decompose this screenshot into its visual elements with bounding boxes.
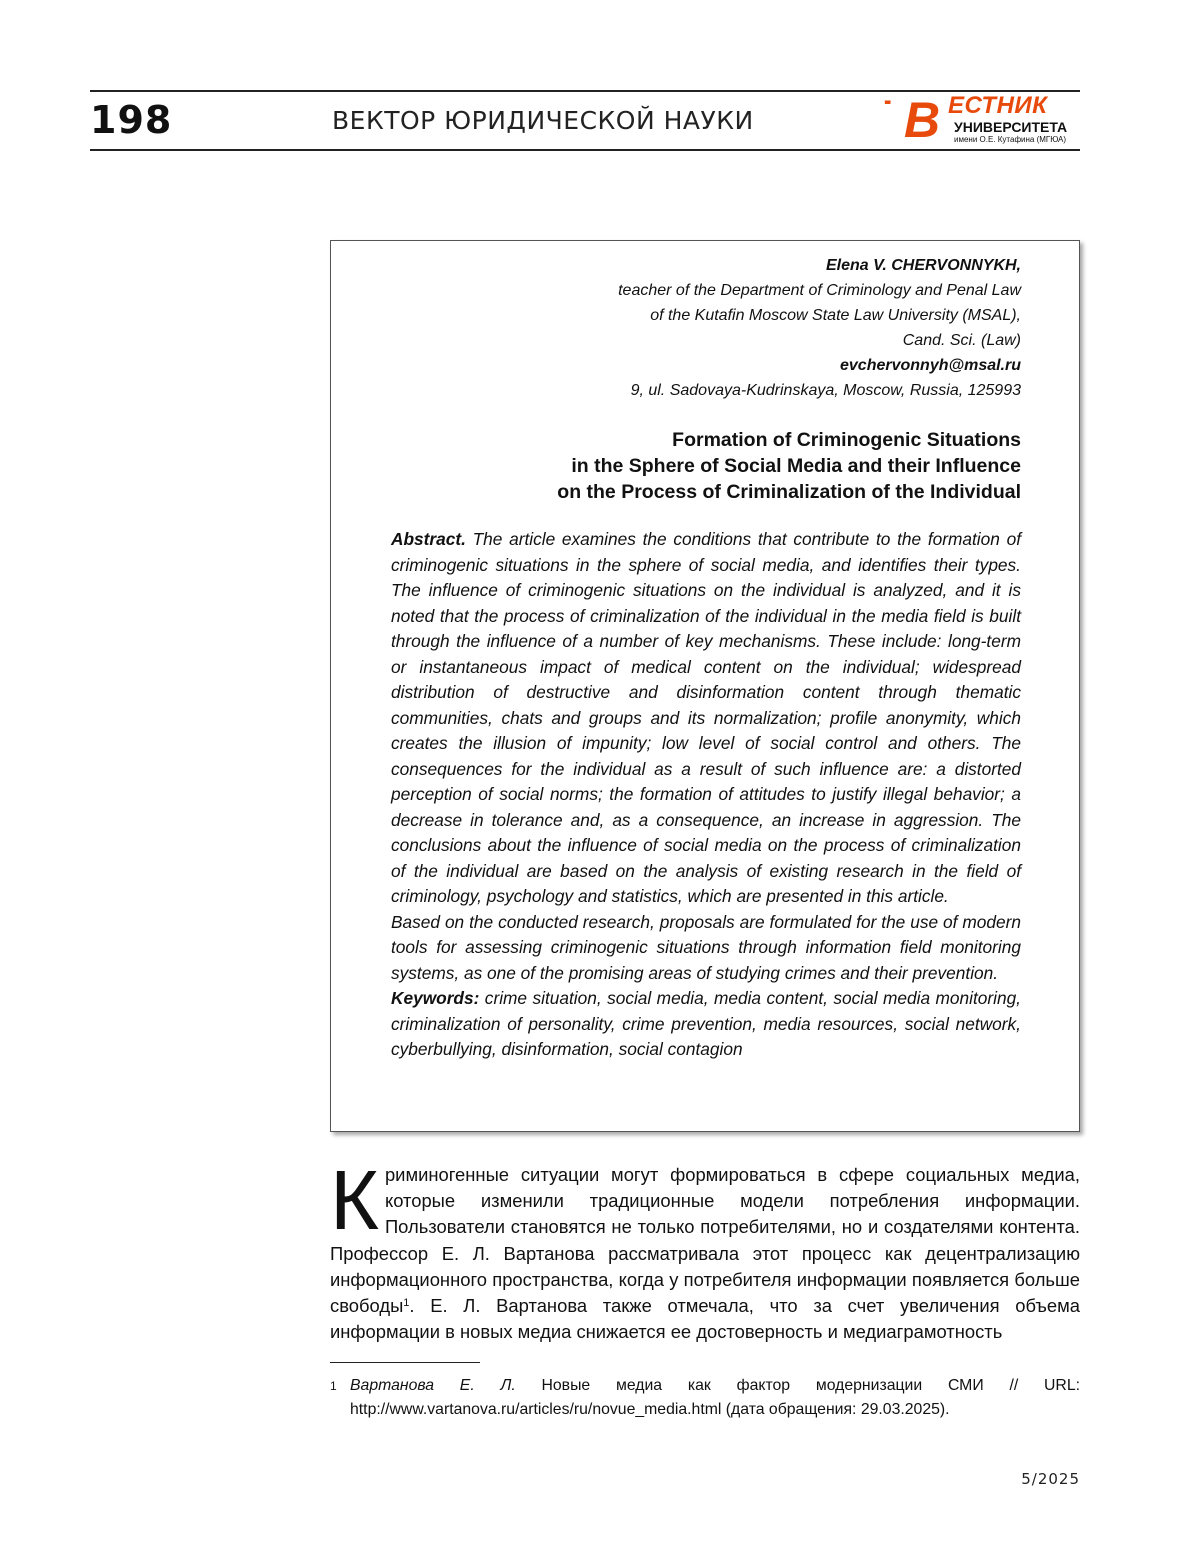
- journal-title: ВЕКТОР ЮРИДИЧЕСКОЙ НАУКИ: [332, 106, 754, 135]
- author-position: teacher of the Department of Criminology and Penal Law: [618, 278, 1021, 303]
- footnote-body: Новые медиа как фактор модернизации СМИ // URL: http://www.vartanova.ru/articles/ru/novue_media.html (дата обращения: 29.03.2025).: [350, 1377, 1080, 1418]
- article-title: [557, 427, 1021, 505]
- body-text-part: . Е. Л. Вартанова также отмечала, что за счет увеличения объема информации в новых медиа снижается ее достоверность и медиаграмотность: [330, 1295, 1080, 1342]
- author-address: 9, ul. Sadovaya-Kudrinskaya, Moscow, Russia, 125993: [618, 378, 1021, 403]
- body-paragraph: [330, 1162, 1080, 1345]
- header-rule-bottom: [90, 149, 1080, 151]
- abstract: [391, 527, 1021, 1063]
- abstract-text: The article examines the conditions that contribute to the formation of criminogenic situations in the sphere of social media, and identifies their types. The influence of criminogenic situations on the individual is analyzed, and it is noted that the process of criminalization of the individual in the media field is built through the influence of a number of key mechanisms. These include: long-term or instantaneous impact of medical content on the individual; widespread distribution of destructive and disinformation content through thematic communities, chats and groups and its normalization; profile anonymity, which creates the illusion of impunity; low level of social control and others. The consequences for the individual as a result of such influence are: a distorted perception of social norms; the formation of attitudes to justify illegal behavior; a decrease in tolerance and, as a consequence, an increase in aggression. The conclusions about the influence of social media on the process of criminalization of the individual are based on the analysis of existing research in the field of criminology, psychology and statistics, which are presented in this article.: [391, 529, 1021, 906]
- issue-number: 5/2025: [1021, 1470, 1080, 1488]
- abstract-label: Abstract.: [391, 529, 466, 549]
- author-degree: Cand. Sci. (Law): [618, 328, 1021, 353]
- logo-letter: В: [904, 95, 940, 145]
- author-name: Elena V. CHERVONNYKH,: [618, 253, 1021, 278]
- abstract-paragraph: [391, 527, 1021, 910]
- footnote-rule: [330, 1362, 480, 1363]
- keywords-label: Keywords:: [391, 988, 479, 1008]
- abstract-paragraph: Based on the conducted research, proposals are formulated for the use of modern tools for assessing criminogenic situations through information field monitoring systems, as one of the promising areas of studying crimes and their prevention.: [391, 910, 1021, 987]
- logo-university: УНИВЕРСИТЕТА: [954, 120, 1067, 134]
- article-title-line: in the Sphere of Social Media and their Influence: [557, 453, 1021, 479]
- footnote-reference[interactable]: 1: [403, 1297, 409, 1309]
- author-block: [618, 253, 1021, 403]
- footnote-mark: 1: [330, 1374, 337, 1398]
- abstract-box: [330, 240, 1080, 1132]
- logo-word: ЕСТНИК: [948, 93, 1047, 119]
- article-title-line: Formation of Criminogenic Situations: [557, 427, 1021, 453]
- drop-cap: К: [330, 1164, 379, 1236]
- logo-subtitle: имени О.Е. Кутафина (МГЮА): [954, 135, 1066, 145]
- journal-logo: [884, 93, 1080, 147]
- footnote-author: Вартанова Е. Л.: [350, 1377, 516, 1394]
- footnote: [330, 1374, 1080, 1422]
- article-title-line: on the Process of Criminalization of the Individual: [557, 479, 1021, 505]
- page-number: 198: [90, 98, 172, 142]
- logo-stripes-icon: '''': [884, 97, 889, 113]
- body-text-part: риминогенные ситуации могут формироваться в сфере социальных медиа, которые изменили традиционные модели потребления информации. Пользователи становятся не только потребителями, но и создателями контента. Профессор Е. Л. Вартанова рассматривала этот процесс как децентрализацию информационного пространства, когда у потребителя информации появляется больше свободы: [330, 1164, 1080, 1316]
- author-email[interactable]: evchervonnyh@msal.ru: [618, 353, 1021, 378]
- keywords-text: crime situation, social media, media content, social media monitoring, criminalization of personality, crime prevention, media resources, social network, cyberbullying, disinformation, social contagion: [391, 988, 1021, 1059]
- keywords: [391, 986, 1021, 1063]
- footnote-text: [350, 1374, 1080, 1422]
- author-university: of the Kutafin Moscow State Law University (MSAL),: [618, 303, 1021, 328]
